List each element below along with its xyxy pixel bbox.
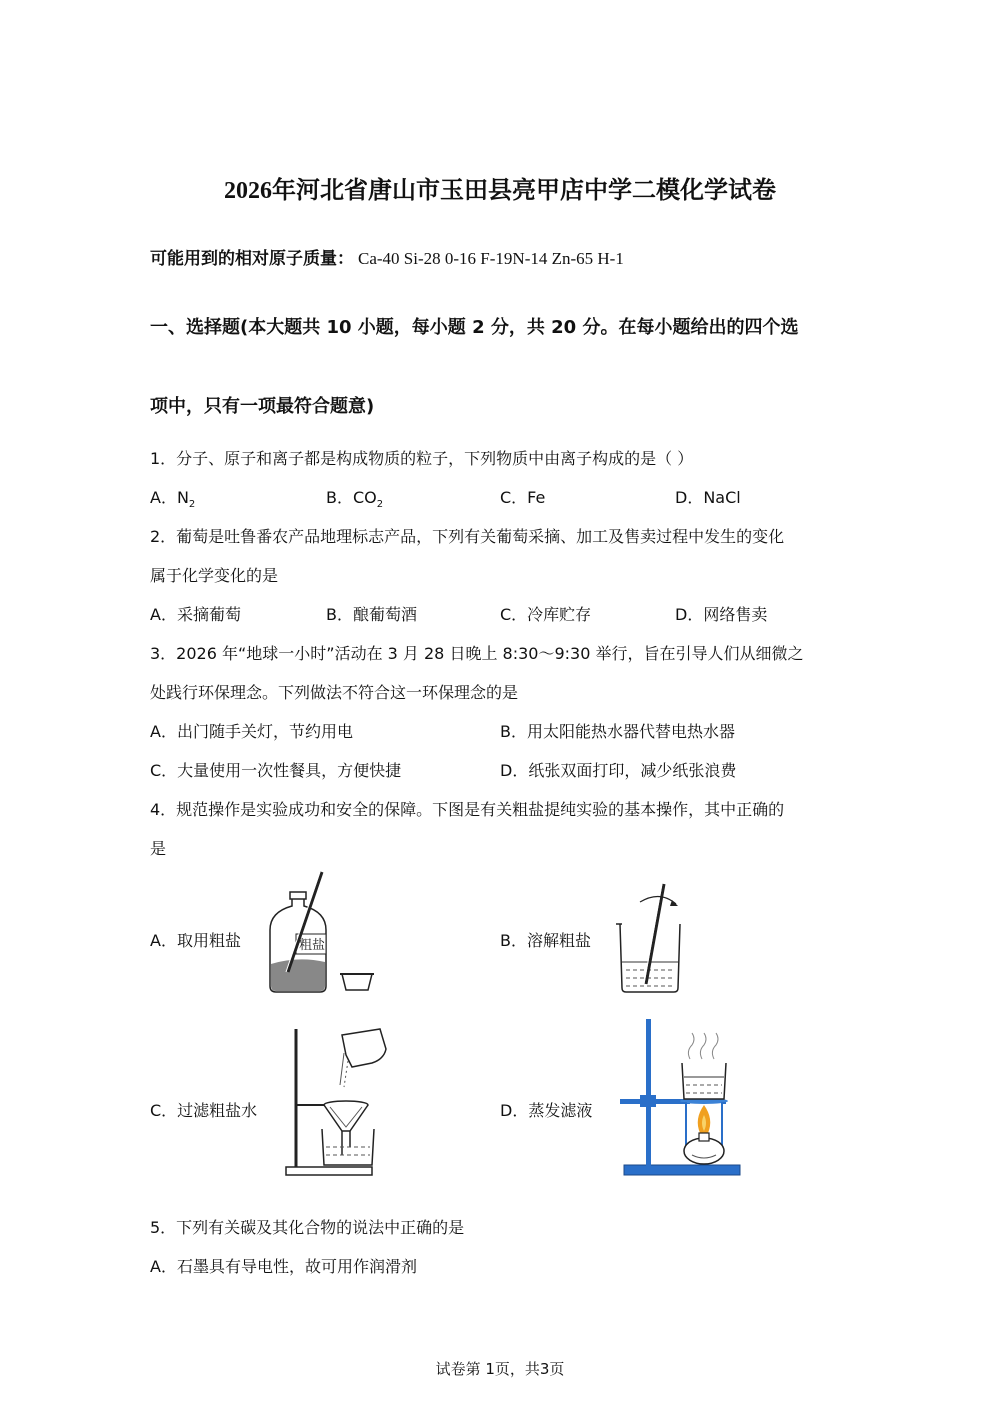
question-4-option-b: B．溶解粗盐: [500, 931, 591, 950]
reagent-jar-figure: [262, 868, 382, 996]
question-4-option-c: C．过滤粗盐水: [150, 1101, 258, 1120]
question-3-option-c: C．大量使用一次性餐具，方便快捷: [150, 761, 402, 780]
question-3-option-b: B．用太阳能热水器代替电热水器: [500, 722, 735, 741]
question-3-stem-line2: 处践行环保理念。下列做法不符合这一环保理念的是: [150, 683, 519, 702]
page-title: 2026年河北省唐山市玉田县亮甲店中学二模化学试卷: [224, 178, 776, 204]
question-2-option-a: A．采摘葡萄: [150, 605, 241, 624]
question-1-option-a: [150, 485, 195, 510]
question-4-stem-line1: 4．规范操作是实验成功和安全的保障。下图是有关粗盐提纯实验的基本操作，其中正确的: [150, 800, 785, 819]
q1-b-text: B．CO: [326, 488, 377, 507]
question-1-option-b: [326, 485, 383, 510]
question-2-option-b: B．酿葡萄酒: [326, 605, 417, 624]
question-4-option-a: A．取用粗盐: [150, 931, 241, 950]
question-4-option-d: D．蒸发滤液: [500, 1101, 593, 1120]
question-3-option-a: A．出门随手关灯，节约用电: [150, 722, 353, 741]
q1-a-sub: 2: [188, 499, 196, 511]
q1-a-text: A．N: [150, 488, 189, 507]
atomic-masses-values: Ca-40 Si-28 0-16 F-19N-14 Zn-65 H-1: [358, 249, 624, 268]
question-5-stem: 5．下列有关碳及其化合物的说法中正确的是: [150, 1218, 465, 1237]
question-3-option-d: D．纸张双面打印，减少纸张浪费: [500, 761, 737, 780]
question-1-option-d: D．NaCl: [675, 488, 741, 507]
evaporation-figure: [620, 1015, 750, 1180]
page-footer: 试卷第 1页，共3页: [435, 1360, 565, 1378]
question-2-option-d: D．网络售卖: [675, 605, 768, 624]
question-5-option-a: A．石墨具有导电性，故可用作润滑剂: [150, 1257, 417, 1276]
question-1-stem: 1．分子、原子和离子都是构成物质的粒子，下列物质中由离子构成的是（ ）: [150, 449, 694, 468]
jar-label: 粗盐: [299, 938, 326, 953]
atomic-masses-label: 可能用到的相对原子质量：: [150, 249, 354, 269]
question-4-stem-line2: 是: [150, 839, 167, 858]
question-2-stem-line1: 2．葡萄是吐鲁番农产品地理标志产品，下列有关葡萄采摘、加工及售卖过程中发生的变化: [150, 527, 785, 546]
atomic-masses: [150, 244, 624, 269]
question-1-option-c: C．Fe: [500, 488, 546, 507]
question-2-option-c: C．冷库贮存: [500, 605, 592, 624]
question-3-stem-line1: 3．2026 年“地球一小时”活动在 3 月 28 日晚上 8:30～9:30 举行，旨在引导人们从细微之: [150, 644, 804, 663]
section-heading-line1: 一、选择题(本大题共 10 小题，每小题 2 分，共 20 分。在每小题给出的四个选: [150, 317, 799, 338]
question-2-stem-line2: 属于化学变化的是: [150, 566, 279, 585]
filtration-figure: [280, 1025, 400, 1180]
q1-b-sub: 2: [376, 499, 384, 511]
section-heading-line2: 项中，只有一项最符合题意): [150, 396, 375, 417]
beaker-stir-figure: [612, 880, 692, 995]
